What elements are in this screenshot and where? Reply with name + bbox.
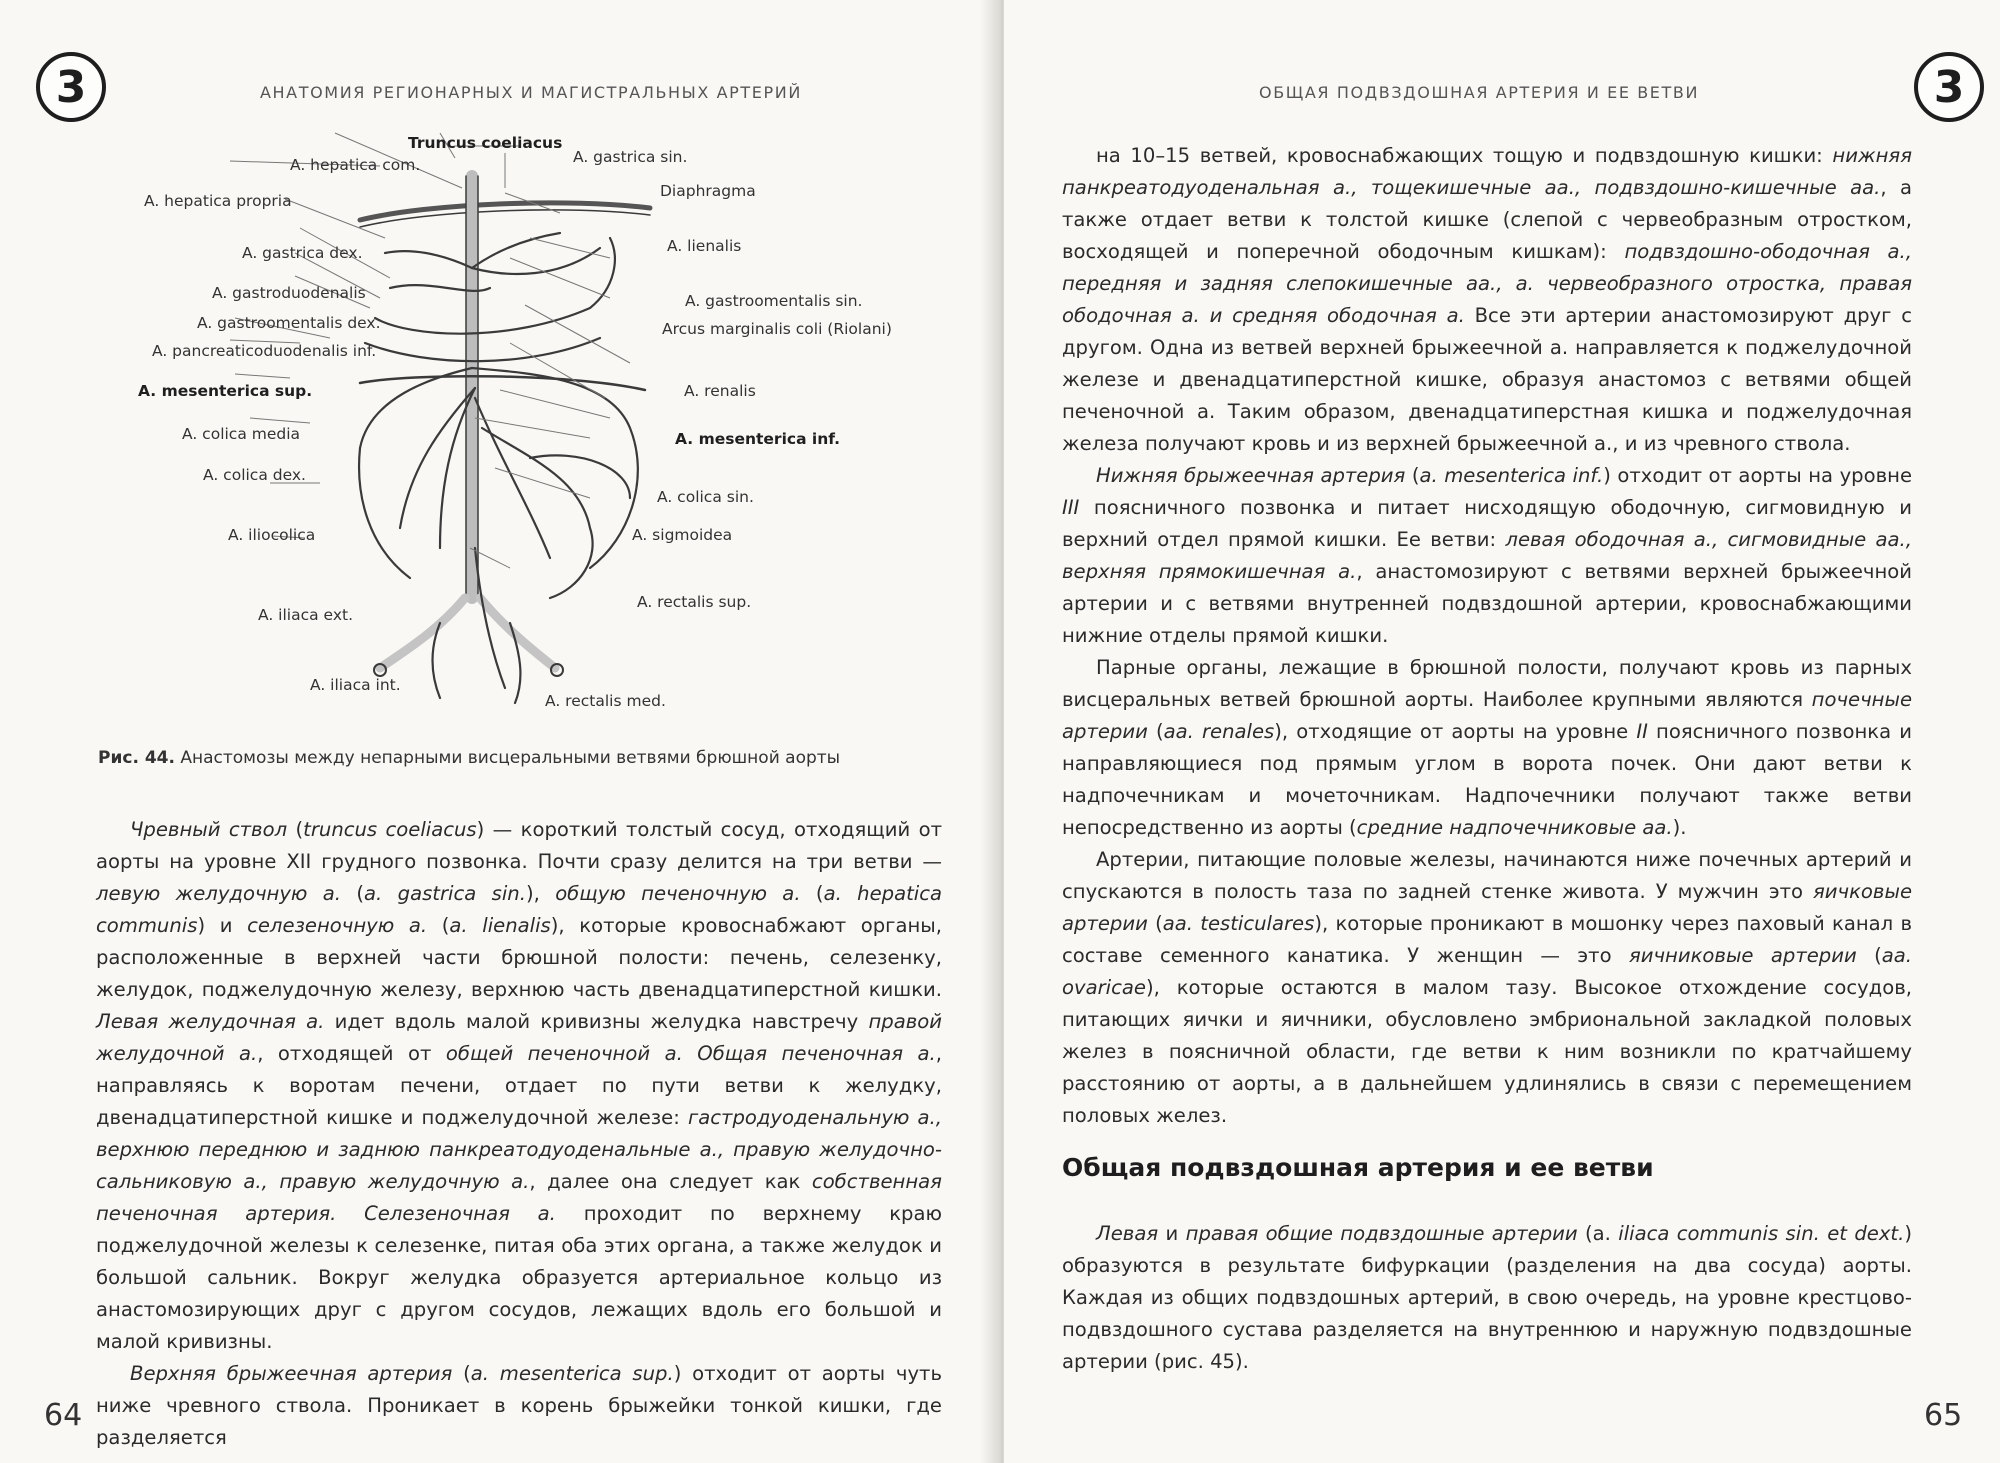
text-run: ), которые проникают в мошонку через паховый канал в составе семенного канатика. У женщин — это [1062,912,1912,967]
label-arcus-marginalis: Arcus marginalis coli (Riolani) [662,320,892,338]
italic-run: a. gastrica sin. [364,882,526,905]
italic-run: собственная печеночная артерия. Селезеночная а. [96,1170,942,1225]
text-run: ), которые остаются в малом тазу. Высокое отхождение сосудов, питающих яички и яичники, обусловлено эмбриональной закладкой половых желез в поясничной области, где ветви к ним возникли по кратчайшему расстоянию от аорты, а в дальнейшем удлинялись в связи с перемещением половых желез. [1062,976,1912,1127]
caption-text: Анастомозы между непарными висцеральными ветвями брюшной аорты [174,748,841,768]
paragraph [1062,652,1912,844]
text-run: идет вдоль малой кривизны желудка навстречу [324,1010,869,1033]
italic-run: aa. testiculares [1162,912,1315,935]
label-truncus-coeliacus: Truncus coeliacus [408,134,563,152]
text-run: ) отходит от аорты на уровне [1603,464,1913,487]
label-pancreaticoduodenalis-inf: A. pancreaticoduodenalis inf. [152,342,377,360]
text-run: поясничного позвонка и питает нисходящую ободочную, сигмовидную и верхний отдел прямой кишки. Ее ветви: [1062,496,1912,551]
label-rectalis-sup: A. rectalis sup. [637,593,752,611]
label-gastrica-dex: A. gastrica dex. [242,244,363,262]
text-run: , направляясь к воротам печени, отдает по пути ветви к желудку, двенадцатиперстной кишке и поджелудочной железе: [96,1042,942,1129]
label-iliocolica: A. iliocolica [228,526,316,544]
italic-run: яичниковые артерии [1628,944,1857,967]
text-run: ), которые кровоснабжают органы, расположенные в верхней части брюшной полости: печень, селезенку, желудок, поджелудочную железу, верхнюю часть двенадцатиперстной кишки. [96,914,942,1001]
text-run: ( [1147,912,1163,935]
label-rectalis-med: A. rectalis med. [545,692,666,710]
chapter-badge: 3 [1914,52,1984,122]
italic-run: левая ободочная а., сигмовидные аа., верхняя прямокишечная а. [1062,528,1912,583]
label-sigmoidea: A. sigmoidea [632,526,733,544]
italic-run: яичковые артерии [1062,880,1912,935]
text-run: ) — короткий толстый сосуд, отходящий от аорты на уровне XII грудного позвонка. Почти сразу делится на три ветви — [96,818,942,873]
text-run: ( [800,882,824,905]
italic-run: подвздошно-ободочная а., передняя и задняя слепокишечные аа., а. червеобразного отростка, правая ободочная а. и средняя ободочная а. [1062,240,1912,327]
running-head: ОБЩАЯ ПОДВЗДОШНАЯ АРТЕРИЯ И ЕЕ ВЕТВИ [1259,83,1700,102]
italic-run: гастродуоденальную а., верхнюю переднюю и заднюю панкреатодуоденальные а., правую желудочно-сальниковую а., правую желудочную а. [96,1106,942,1193]
text-run: ( [1147,720,1164,743]
label-colica-sin: A. colica sin. [657,488,754,506]
right-body-text [1062,140,1912,1132]
chapter-badge: 3 [36,52,106,122]
text-run: ( [287,818,304,841]
label-colica-media: A. colica media [182,425,301,443]
italic-run: Нижняя брыжеечная артерия [1096,464,1406,487]
text-run: (a. [1577,1222,1619,1245]
text-run: Артерии, питающие половые железы, начинаются ниже почечных артерий и спускаются в полость таза по задней стенке живота. У мужчин это [1062,848,1912,903]
paragraph [1062,844,1912,1132]
text-run: и [1158,1222,1186,1245]
text-run: ) и [197,914,248,937]
text-run: Парные органы, лежащие в брюшной полости, получают кровь из парных висцеральных ветвей брюшной аорты. Наиболее крупными являются [1062,656,1912,711]
left-body-text [96,814,942,1454]
text-run: ( [1405,464,1420,487]
text-run: ( [427,914,450,937]
text-run: проходит по верхнему краю поджелудочной железы к селезенке, питая оба этих органа, а также желудок и большой сальник. Вокруг желудка образуется артериальное кольцо из анастомозирующих друг с другом сосудов, лежащих вдоль его большой и малой кривизны. [96,1202,942,1353]
section-heading: Общая подвздошная артерия и ее ветви [1062,1153,1654,1182]
italic-run: iliaca communis sin. et dext. [1618,1222,1905,1245]
italic-run: Чревный ствол [130,818,288,841]
text-run: , отходящей от [257,1042,446,1065]
text-run: ) образуются в результате бифуркации (разделения на два сосуда) аорты. Каждая из общих подвздошных артерий, в свою очередь, на уровне крестцово-подвздошного сустава разделяется на внутреннюю и наружную подвздошные артерии (рис. 45). [1062,1222,1913,1373]
label-renalis: A. renalis [684,382,756,400]
paragraph [1062,1218,1912,1378]
text-run: ( [341,882,365,905]
text-run: ). [1672,816,1687,839]
text-run: ), отходящие от аорты на уровне [1274,720,1637,743]
italic-run: II [1636,720,1648,743]
paragraph [96,1358,942,1454]
text-run: , анастомозируют с ветвями верхней брыжеечной артерии и с ветвями внутренней подвздошной артерии, кровоснабжающими нижние отделы прямой кишки. [1062,560,1913,647]
running-head: АНАТОМИЯ РЕГИОНАРНЫХ И МАГИСТРАЛЬНЫХ АРТЕРИЙ [260,83,802,102]
label-gastroomentalis-dex: A. gastroomentalis dex. [197,314,381,332]
italic-run: средние надпочечниковые аа. [1356,816,1673,839]
paragraph [1062,140,1912,460]
italic-run: почечные артерии [1062,688,1912,743]
text-run: Все эти артерии анастомозируют друг с другом. Одна из ветвей верхней брыжеечной а. направляется к поджелудочной железе и двенадцатиперстной кишке, образуя анастомоз с ветвями общей печеночной а. Таким образом, двенадцатиперстная кишка и поджелудочная железа получают кровь и из верхней брыжеечной а., и из чревного ствола. [1062,304,1913,455]
text-run: , далее она следует как [529,1170,812,1193]
label-gastrica-sin: A. gastrica sin. [573,148,688,166]
label-iliaca-int: A. iliaca int. [310,676,401,694]
arteries-illustration [110,128,930,718]
italic-run: общую печеночную а. [555,882,801,905]
italic-run: truncus coeliacus [303,818,477,841]
label-mesenterica-inf: A. mesenterica inf. [675,430,841,448]
paragraph [1062,460,1912,652]
section-body-text [1062,1218,1912,1378]
italic-run: левую желудочную а. [96,882,342,905]
caption-label: Рис. 44. [98,748,175,768]
label-lienalis: A. lienalis [667,237,742,255]
text-run: поясничного позвонка и направляющиеся под прямым углом в ворота почек. Они дают ветви к надпочечникам и мочеточникам. Надпочечники получают также ветви непосредственно из аорты ( [1062,720,1913,839]
italic-run: a. mesenterica sup. [470,1362,674,1385]
italic-run: общей печеночной а. Общая печеночная а. [445,1042,936,1065]
label-gastroomentalis-sin: A. gastroomentalis sin. [685,292,863,310]
text-run: , а также отдает ветви к толстой кишке (слепой с червеобразным отростком, восходящей и поперечной ободочным кишкам): [1062,176,1912,263]
italic-run: aa. renales [1163,720,1275,743]
page-number-left: 64 [44,1398,83,1433]
text-run: ( [452,1362,471,1385]
left-page [0,0,996,1463]
figure-caption [98,748,978,768]
italic-run: Верхняя брыжеечная артерия [130,1362,453,1385]
label-iliaca-ext: A. iliaca ext. [258,606,353,624]
italic-run: a. hepatica communis [96,882,942,937]
italic-run: правой желудочной а. [96,1010,942,1065]
text-run: ), [525,882,556,905]
text-run: ) отходит от аорты чуть ниже чревного ствола. Проникает в корень брыжейки тонкой кишки, где разделяется [96,1362,943,1449]
label-hepatica-propria: A. hepatica propria [144,192,292,210]
italic-run: III [1062,496,1080,519]
label-colica-dex: A. colica dex. [203,466,306,484]
label-mesenterica-sup: A. mesenterica sup. [138,382,313,400]
italic-run: селезеночную а. [247,914,428,937]
italic-run: a. lienalis [449,914,551,937]
label-hepatica-com: A. hepatica com. [290,156,421,174]
italic-run: a. mesenterica inf. [1419,464,1604,487]
text-run: на 10–15 ветвей, кровоснабжающих тощую и подвздошную кишки: [1096,144,1833,167]
italic-run: Левая желудочная а. [96,1010,325,1033]
italic-run: нижняя панкреатодуоденальная а., тощекишечные аа., подвздошно-кишечные аа. [1062,144,1912,199]
label-gastroduodenalis: A. gastroduodenalis [212,284,366,302]
italic-run: правая общие подвздошные артерии [1185,1222,1578,1245]
text-run: ( [1856,944,1882,967]
label-diaphragma: Diaphragma [660,182,756,200]
page-number-right: 65 [1924,1398,1963,1433]
italic-run: Левая [1096,1222,1159,1245]
paragraph [96,814,942,1358]
figure-arteries-diagram [110,128,930,718]
italic-run: aa. ovaricae [1062,944,1912,999]
